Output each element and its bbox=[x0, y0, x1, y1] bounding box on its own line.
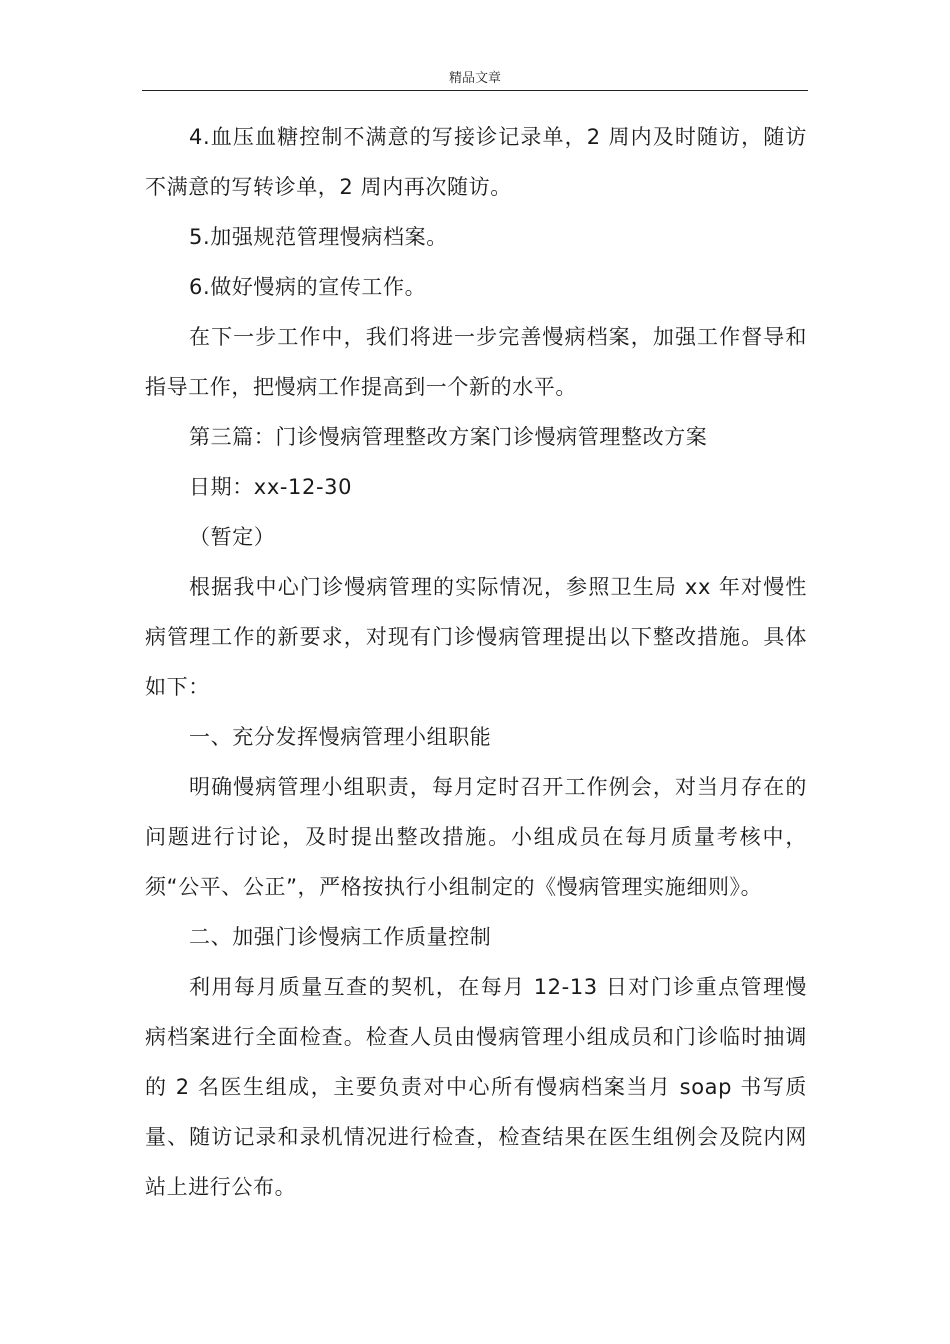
document-date: 日期：xx-12-30 bbox=[189, 475, 353, 499]
heading-section-two: 二、加强门诊慢病工作质量控制 bbox=[189, 925, 492, 949]
paragraph-item-6: 6.做好慢病的宣传工作。 bbox=[189, 275, 427, 299]
draft-note: （暂定） bbox=[189, 525, 276, 549]
paragraph-section-two: 利用每月质量互查的契机，在每月 12-13 日对门诊重点管理慢病档案进行全面检查。检查人员由慢病管理小组成员和门诊临时抽调的 2 名医生组成，主要负责对中心所有慢病档案当月 soap 书写质量、随访记录和录机情况进行检查，检查结果在医生组例会及院内网站上进行公布。 bbox=[145, 975, 807, 1199]
section-title-part-three: 第三篇：门诊慢病管理整改方案门诊慢病管理整改方案 bbox=[189, 425, 708, 449]
document-body bbox=[145, 112, 807, 1212]
paragraph-next-steps: 在下一步工作中，我们将进一步完善慢病档案，加强工作督导和指导工作，把慢病工作提高到一个新的水平。 bbox=[145, 325, 807, 399]
header-divider bbox=[142, 90, 808, 91]
page-header: 精品文章 bbox=[448, 71, 501, 86]
paragraph-item-5: 5.加强规范管理慢病档案。 bbox=[189, 225, 448, 249]
paragraph-section-one: 明确慢病管理小组职责，每月定时召开工作例会，对当月存在的问题进行讨论，及时提出整改措施。小组成员在每月质量考核中，须“公平、公正”，严格按执行小组制定的《慢病管理实施细则》。 bbox=[145, 775, 807, 899]
paragraph-intro: 根据我中心门诊慢病管理的实际情况，参照卫生局 xx 年对慢性病管理工作的新要求，对现有门诊慢病管理提出以下整改措施。具体如下： bbox=[145, 575, 807, 699]
heading-section-one: 一、充分发挥慢病管理小组职能 bbox=[189, 725, 492, 749]
paragraph-item-4: 4.血压血糖控制不满意的写接诊记录单，2 周内及时随访，随访不满意的写转诊单，2 周内再次随访。 bbox=[145, 125, 807, 199]
